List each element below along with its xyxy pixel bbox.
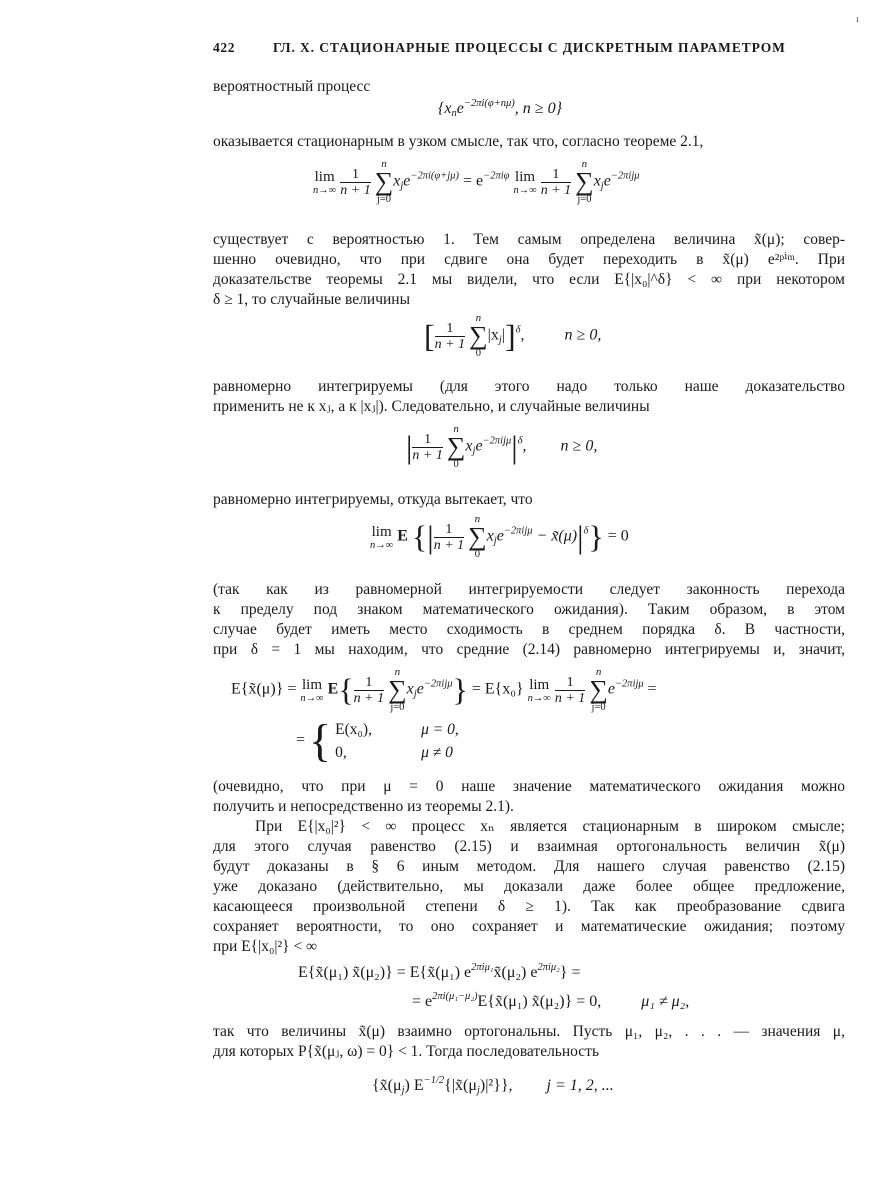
equation-process xyxy=(438,98,562,119)
math-glyph: n + 1 xyxy=(554,690,586,706)
math-glyph: | xyxy=(511,428,518,465)
math-glyph: | xyxy=(577,518,584,555)
math-glyph: −1/2 xyxy=(423,1075,445,1086)
math-glyph: e xyxy=(607,680,615,698)
math-glyph: {x xyxy=(438,100,452,117)
math-glyph: 1 xyxy=(555,675,585,691)
text-line: δ ≥ 1, то случайные величины xyxy=(213,291,410,308)
math-glyph xyxy=(375,158,394,206)
text-line: при E{|x₀|²} < ∞ xyxy=(213,938,318,955)
running-title: ГЛ. X. СТАЦИОНАРНЫЕ ПРОЦЕССЫ С ДИСКРЕТНЫМ ПАРАМЕТРОМ xyxy=(273,40,786,55)
math-glyph: j xyxy=(600,180,604,192)
math-glyph: 1 xyxy=(412,432,442,448)
math-glyph: −2πijμ xyxy=(482,435,512,447)
math-glyph: | xyxy=(501,326,505,344)
paragraph xyxy=(213,377,845,417)
equation-abs-average xyxy=(424,312,601,360)
math-glyph: n + 1 xyxy=(433,537,465,553)
text-line: уже доказано (действительно, мы доказали даже более общее предложение, xyxy=(213,878,845,895)
math-glyph xyxy=(335,741,459,764)
text-line: (так как из равномерной интегрируемости следует законность перехода xyxy=(213,581,845,598)
math-glyph: lim xyxy=(371,523,392,540)
equation-orthogonality-2 xyxy=(412,991,689,1011)
math-glyph xyxy=(435,321,465,352)
equation-cases xyxy=(296,715,459,766)
math-glyph: j xyxy=(400,180,404,192)
text-line: существует с вероятностью 1. Тем самым определена величина x̃(μ); совер- xyxy=(213,231,845,248)
math-glyph: j xyxy=(401,1085,405,1096)
math-glyph: j=0 xyxy=(591,702,606,713)
math-glyph: = e xyxy=(458,172,484,190)
paragraph xyxy=(213,580,845,660)
paragraph xyxy=(213,1022,845,1062)
math-glyph: 0 xyxy=(475,348,481,359)
text-line: При E{|x₀|²} < ∞ процесс xₙ является стационарным в широком смысле; xyxy=(255,818,845,835)
math-glyph: n + 1 xyxy=(353,690,385,706)
text-line: для этого случая равенство (2.15) и взаимная ортогональность величин x̃(μ) xyxy=(213,838,845,855)
math-glyph: lim xyxy=(314,168,335,185)
math-glyph: ] xyxy=(504,317,516,354)
paragraph xyxy=(213,817,845,957)
math-glyph: )|²}}, xyxy=(479,1077,513,1094)
text-line: равномерно интегрируемы (для этого надо только наше доказательство xyxy=(213,378,845,395)
math-glyph: E(x₀), xyxy=(335,721,372,738)
math-glyph: [ xyxy=(424,317,435,354)
math-glyph: 0 xyxy=(453,459,459,470)
math-glyph: e xyxy=(403,172,411,190)
math-glyph: −2πijμ xyxy=(503,525,533,537)
math-glyph: = xyxy=(643,680,657,698)
text-line: для которых P{x̃(μⱼ, ω) = 0} < 1. Тогда последовательность xyxy=(213,1043,600,1060)
math-glyph: n ≥ 0, xyxy=(560,437,598,455)
equation-sequence xyxy=(372,1075,614,1096)
math-glyph xyxy=(335,718,459,764)
math-glyph: x̃(μ₂) e xyxy=(493,964,538,981)
math-glyph: 2πiμ₂ xyxy=(537,962,560,973)
math-glyph: = E{x₀} xyxy=(467,680,524,698)
equation-abs-exp-average xyxy=(406,423,597,471)
math-glyph: j xyxy=(498,334,502,346)
math-glyph: 1 xyxy=(354,675,384,691)
math-glyph xyxy=(589,666,608,714)
math-glyph: x xyxy=(593,172,601,190)
math-glyph: E xyxy=(327,680,339,698)
math-glyph: , xyxy=(522,437,527,455)
text-line: вероятностный процесс xyxy=(213,78,371,95)
math-glyph: δ xyxy=(583,525,589,537)
math-glyph: n→∞ xyxy=(527,692,551,704)
math-glyph: n xyxy=(381,158,387,170)
math-glyph: | xyxy=(427,518,434,555)
math-glyph: n→∞ xyxy=(313,184,337,196)
text-line: сохраняет вероятности, то оно сохраняет и математические ожидания; поэтому xyxy=(213,918,845,935)
math-glyph xyxy=(541,167,571,198)
math-glyph: 1 xyxy=(435,321,465,337)
math-glyph: x xyxy=(465,437,473,455)
math-glyph: μ ≠ 0 xyxy=(421,744,453,761)
math-glyph: { xyxy=(338,671,354,708)
page-number: 422 xyxy=(213,40,236,55)
math-glyph: n xyxy=(453,423,459,435)
math-glyph: j xyxy=(472,445,476,457)
math-glyph: } xyxy=(452,671,468,708)
math-glyph: ∑ xyxy=(468,522,487,551)
math-glyph: 1 xyxy=(541,167,571,183)
math-glyph xyxy=(555,675,585,706)
math-glyph: δ xyxy=(515,324,521,336)
text-line: равномерно интегрируемы, откуда вытекает, что xyxy=(213,491,533,508)
math-glyph: − x̃(μ) xyxy=(532,527,578,545)
math-glyph xyxy=(513,169,536,196)
text-line: будут доказаны в § 6 иным методом. Для нашего случая равенство (2.15) xyxy=(213,858,845,875)
paragraph xyxy=(213,77,845,97)
math-glyph: E{x̃(μ₁) x̃(μ₂)} = 0, xyxy=(477,993,602,1010)
math-glyph xyxy=(335,718,459,741)
math-glyph: 2πiμ₁ xyxy=(471,962,494,973)
math-glyph: {x̃(μ xyxy=(372,1077,402,1094)
text-line: шенно очевидно, что при сдвиге она будет переходить в x̃(μ) e²ᵖⁱᵐ. При xyxy=(213,251,845,268)
math-glyph: j=0 xyxy=(376,194,392,205)
math-glyph: n xyxy=(451,108,457,119)
math-glyph: n + 1 xyxy=(434,336,466,352)
math-glyph: ∑ xyxy=(446,432,466,461)
math-glyph: j xyxy=(476,1085,480,1096)
math-glyph: ∑ xyxy=(575,167,594,196)
math-glyph: ∑ xyxy=(388,675,407,704)
math-glyph: { xyxy=(309,715,332,766)
math-glyph: n xyxy=(475,312,482,324)
math-glyph: 0 xyxy=(474,549,481,560)
equation-limit-average xyxy=(313,158,640,206)
text-line: случае будет иметь место сходимость в среднем порядка δ. В частности, xyxy=(213,621,845,638)
math-glyph: n xyxy=(474,513,481,525)
math-glyph: lim xyxy=(302,676,323,693)
math-glyph: = e xyxy=(412,993,433,1010)
math-glyph: 2πi(μ₁−μ₂) xyxy=(432,991,478,1002)
math-glyph: n xyxy=(394,666,401,678)
paragraph xyxy=(213,132,845,152)
math-glyph: = 0 xyxy=(603,527,629,545)
math-glyph: x xyxy=(406,680,414,698)
equation-expectation xyxy=(231,666,657,714)
math-glyph xyxy=(388,666,407,714)
math-glyph: δ xyxy=(517,435,523,447)
math-glyph: E xyxy=(397,527,408,545)
math-glyph: −2πi(φ+nμ) xyxy=(463,98,515,109)
paragraph xyxy=(213,777,845,817)
math-glyph xyxy=(340,167,370,198)
math-glyph xyxy=(370,524,393,551)
math-glyph: ∑ xyxy=(374,167,394,196)
math-glyph: n→∞ xyxy=(513,184,537,196)
math-glyph: 1 xyxy=(434,522,464,538)
text-line: к пределу под знаком математического ожидания). Таким образом, в этом xyxy=(213,601,845,618)
running-header xyxy=(213,40,838,56)
text-line: оказывается стационарным в узком смысле, так что, согласно теореме 2.1, xyxy=(213,133,704,150)
math-glyph: μ₁ ≠ μ₂, xyxy=(641,993,690,1010)
math-glyph: −2πi(φ+jμ) xyxy=(410,170,459,182)
text-line: при δ = 1 мы находим, что средние (2.14) равномерно интегрируемы и, значит, xyxy=(213,641,845,658)
math-glyph: {|x̃(μ xyxy=(444,1077,477,1094)
math-glyph: x xyxy=(486,527,494,545)
math-glyph: = xyxy=(296,731,306,749)
math-glyph: } = xyxy=(559,964,581,981)
math-glyph: e xyxy=(416,680,424,698)
math-glyph xyxy=(300,677,323,704)
math-glyph: −2πiφ xyxy=(483,170,510,182)
math-glyph: | xyxy=(406,428,413,465)
math-glyph: n→∞ xyxy=(370,539,394,551)
math-glyph xyxy=(469,312,488,360)
math-glyph: e xyxy=(456,100,464,117)
edge-mark: ı xyxy=(856,14,859,25)
math-glyph: j = 1, 2, ... xyxy=(546,1077,614,1094)
text-line: получить и непосредственно из теоремы 2.1). xyxy=(213,798,514,815)
text-line: применить не к xⱼ, а к |xⱼ|). Следовательно, и случайные величины xyxy=(213,398,650,415)
math-glyph: n xyxy=(581,158,588,170)
math-glyph: j xyxy=(493,535,497,547)
math-glyph: , xyxy=(520,326,525,344)
math-glyph: , n ≥ 0} xyxy=(514,100,562,117)
math-glyph: lim xyxy=(515,168,536,185)
math-glyph: j=0 xyxy=(577,194,592,205)
math-glyph: n→∞ xyxy=(300,692,324,704)
math-glyph: |x xyxy=(487,326,499,344)
math-glyph: ∑ xyxy=(589,675,608,704)
math-glyph: n + 1 xyxy=(540,182,572,198)
math-glyph: { xyxy=(411,518,428,555)
math-glyph: j=0 xyxy=(390,702,405,713)
math-glyph: lim xyxy=(529,676,550,693)
math-glyph: } xyxy=(588,518,604,555)
math-glyph: n xyxy=(595,666,602,678)
math-glyph: n ≥ 0, xyxy=(564,326,602,344)
math-glyph xyxy=(468,513,487,561)
math-glyph: μ = 0, xyxy=(421,721,459,738)
math-glyph: 1 xyxy=(340,167,370,183)
text-line: касающееся произвольной степени δ ≥ 1). Так как преобразование сдвига xyxy=(213,898,845,915)
math-glyph xyxy=(412,432,442,463)
math-glyph: 0, xyxy=(335,744,347,761)
math-glyph: e xyxy=(475,437,483,455)
math-glyph: ∑ xyxy=(469,321,488,350)
math-glyph: ) E xyxy=(404,1077,424,1094)
math-glyph: j xyxy=(413,688,417,700)
text-line: так что величины x̃(μ) взаимно ортогональны. Пусть μ₁, μ₂, . . . — значения μ, xyxy=(213,1023,845,1040)
math-glyph xyxy=(313,169,336,196)
math-glyph: −2πijμ xyxy=(614,678,644,690)
text-line: доказательстве теоремы 2.1 мы видели, что если E{|x₀|^δ} < ∞ при некотором xyxy=(213,271,845,288)
equation-mean-convergence xyxy=(370,513,629,561)
math-glyph: e xyxy=(496,527,504,545)
math-glyph: E{x̃(μ)} = xyxy=(231,680,301,698)
paragraph xyxy=(213,230,845,310)
math-glyph: n + 1 xyxy=(340,182,371,198)
paragraph xyxy=(213,490,845,510)
math-glyph xyxy=(528,677,551,704)
math-glyph xyxy=(354,675,384,706)
math-glyph: e xyxy=(603,172,611,190)
math-glyph: −2πijμ xyxy=(610,170,640,182)
equation-orthogonality-1 xyxy=(298,962,581,982)
math-glyph xyxy=(447,423,466,471)
math-glyph: n + 1 xyxy=(412,447,443,463)
math-glyph: −2πijμ xyxy=(423,678,453,690)
math-glyph: x xyxy=(393,172,401,190)
text-line: (очевидно, что при μ = 0 наше значение математического ожидания можно xyxy=(213,778,845,795)
math-glyph: E{x̃(μ₁) x̃(μ₂)} = E{x̃(μ₁) e xyxy=(298,964,472,981)
math-glyph xyxy=(434,522,464,553)
math-glyph xyxy=(575,158,594,206)
